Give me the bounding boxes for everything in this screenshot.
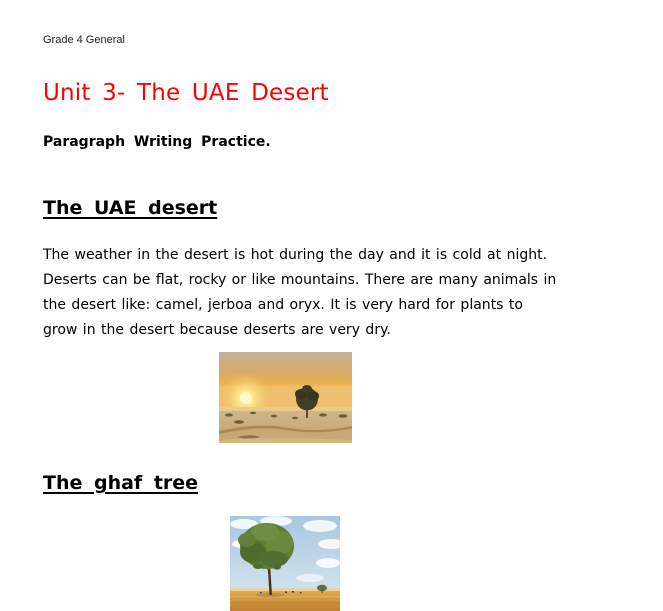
page-header-label: Grade 4 General [43,34,125,46]
subtitle-paragraph-writing-practice: Paragraph Writing Practice. [43,134,271,150]
section-heading-ghaf-tree: The ghaf tree [43,472,199,494]
uae-desert-paragraph [43,243,556,343]
paragraph-line: Deserts can be flat, rocky or like mountains. There are many animals in [43,272,557,288]
desert-sunset-photo [219,352,352,443]
paragraph-line: the desert like: camel, jerboa and oryx. It is very hard for plants to [43,297,523,313]
ghaf-tree-photo [230,516,340,611]
unit-title: Unit 3- The UAE Desert [43,80,329,106]
section-heading-uae-desert: The UAE desert [43,197,218,219]
paragraph-line: grow in the desert because deserts are very dry. [43,322,391,338]
paragraph-line: The weather in the desert is hot during the day and it is cold at night. [43,247,548,263]
